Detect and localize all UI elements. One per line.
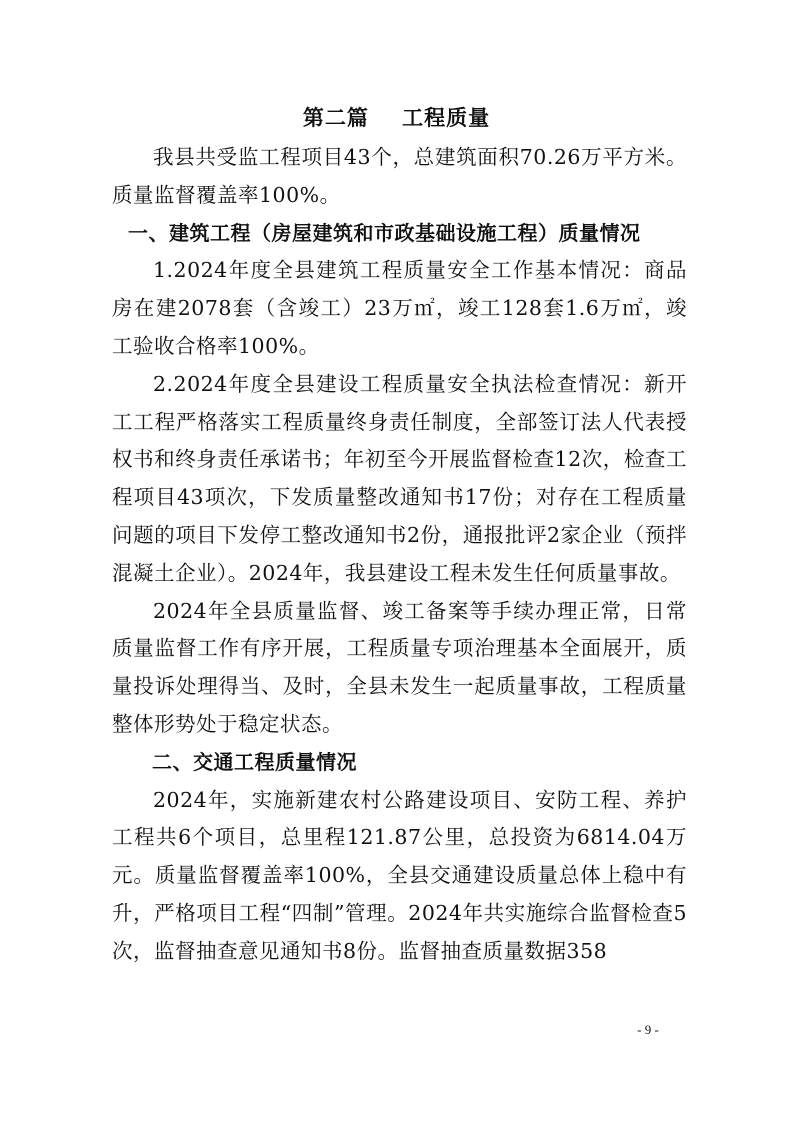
paragraph-construction-overview: 1.2024年度全县建筑工程质量安全工作基本情况：商品房在建2078套（含竣工）23万㎡，竣工128套1.6万㎡，竣工验收合格率100%。 (112, 258, 687, 358)
paragraph-construction-inspection: 2.2024年度全县建设工程质量安全执法检查情况：新开工工程严格落实工程质量终身责任制度，全部签订法人代表授权书和终身责任承诺书；年初至今开展监督检查12次，检查工程项目43项次，下发质量整改通知书17份；对存在工程质量问题的项目下发停工整改通知书2份，通报批评2家企业（预拌混凝土企业）。2024年，我县建设工程未发生任何质量事故。 (112, 371, 687, 585)
document-body (112, 139, 687, 971)
paragraph-construction-summary: 2024年全县质量监督、竣工备案等手续办理正常，日常质量监督工作有序开展，工程质量专项治理基本全面展开，质量投诉处理得当、及时，全县未发生一起质量事故，工程质量整体形势处于稳定状态。 (112, 598, 687, 736)
section-heading-transport: 二、交通工程质量情况 (152, 749, 357, 774)
page-title: 第二篇 工程质量 (302, 106, 491, 130)
paragraph-transport-overview: 2024年，实施新建农村公路建设项目、安防工程、养护工程共6个项目，总里程121.87公里，总投资为6814.04万元。质量监督覆盖率100%，全县交通建设质量总体上稳中有升，严格项目工程“四制”管理。2024年共实施综合监督检查5次，监督抽查意见通知书8份。监督抽查质量数据358 (112, 787, 687, 963)
section-heading-construction: 一、建筑工程（房屋建筑和市政基础设施工程）质量情况 (128, 220, 641, 245)
intro-paragraph: 我县共受监工程项目43个，总建筑面积70.26万平方米。质量监督覆盖率100%。 (112, 145, 687, 207)
page-number: - 9 - (637, 1022, 659, 1037)
